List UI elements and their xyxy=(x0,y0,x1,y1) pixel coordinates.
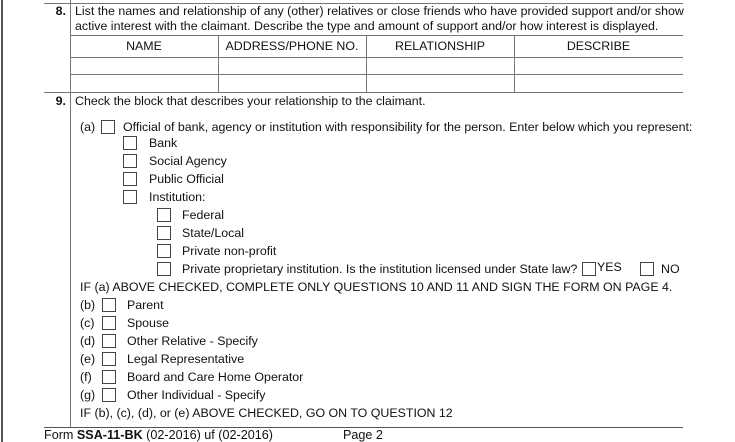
option-c-label: Spouse xyxy=(127,316,170,330)
licensed-yes-label: YES xyxy=(597,260,622,274)
option-d-checkbox[interactable] xyxy=(102,334,116,348)
table-header-name: NAME xyxy=(126,39,162,53)
table-header-describe: DESCRIBE xyxy=(566,39,631,53)
private-nonprofit-checkbox[interactable] xyxy=(157,244,171,258)
table-cell-address-row1[interactable] xyxy=(219,58,365,74)
q9-number: 9. xyxy=(55,94,66,108)
public-official-label: Public Official xyxy=(149,172,224,186)
option-g-letter: (g) xyxy=(80,388,96,402)
private-proprietary-label: Private proprietary institution. Is the institution licensed under State law? xyxy=(182,262,578,276)
option-d-letter: (d) xyxy=(80,334,96,348)
option-f-checkbox[interactable] xyxy=(102,370,116,384)
table-bottom-rule xyxy=(44,92,683,93)
institution-label: Institution: xyxy=(149,190,206,204)
option-a-letter: (a) xyxy=(80,120,96,134)
institution-checkbox[interactable] xyxy=(123,190,137,204)
option-d-label: Other Relative - Specify xyxy=(127,334,258,348)
federal-checkbox[interactable] xyxy=(157,208,171,222)
page-number: Page 2 xyxy=(343,428,383,442)
instruction-if-a: IF (a) ABOVE CHECKED, COMPLETE ONLY QUESTIONS 10 AND 11 AND SIGN THE FORM ON PAGE 4. xyxy=(80,280,673,294)
q8-number: 8. xyxy=(55,4,66,18)
option-b-letter: (b) xyxy=(80,298,96,312)
table-cell-relationship-row1[interactable] xyxy=(367,58,513,74)
q8-text-line2: active interest with the claimant. Describe the type and amount of support and/or how interest is displayed. xyxy=(75,19,659,33)
option-f-letter: (f) xyxy=(80,370,92,384)
page-left-edge xyxy=(1,0,3,442)
table-cell-address-row2[interactable] xyxy=(219,75,365,91)
option-b-checkbox[interactable] xyxy=(102,298,116,312)
option-c-checkbox[interactable] xyxy=(102,316,116,330)
table-header-address: ADDRESS/PHONE NO. xyxy=(225,39,359,53)
licensed-yes-checkbox[interactable] xyxy=(582,262,596,276)
table-cell-describe-row2[interactable] xyxy=(515,75,682,91)
licensed-no-checkbox[interactable] xyxy=(640,262,654,276)
table-cell-relationship-row2[interactable] xyxy=(367,75,513,91)
option-a-label: Official of bank, agency or institution with responsibility for the person. Enter below which you represent: xyxy=(123,120,693,134)
instruction-if-b-e: IF (b), (c), (d), or (e) ABOVE CHECKED, GO ON TO QUESTION 12 xyxy=(80,406,453,420)
form-suffix: (02-2016) uf (02-2016) xyxy=(142,428,273,442)
public-official-checkbox[interactable] xyxy=(123,172,137,186)
state-local-checkbox[interactable] xyxy=(157,226,171,240)
option-g-label: Other Individual - Specify xyxy=(127,388,266,402)
table-header-relationship: RELATIONSHIP xyxy=(395,39,485,53)
option-g-checkbox[interactable] xyxy=(102,388,116,402)
table-cell-describe-row1[interactable] xyxy=(515,58,682,74)
form-id: SSA-11-BK xyxy=(76,428,143,442)
q9-prompt: Check the block that describes your relationship to the claimant. xyxy=(75,94,426,108)
option-e-letter: (e) xyxy=(80,352,96,366)
table-cell-name-row1[interactable] xyxy=(71,58,217,74)
option-e-checkbox[interactable] xyxy=(102,352,116,366)
bank-checkbox[interactable] xyxy=(123,136,137,150)
federal-label: Federal xyxy=(182,208,225,222)
social-agency-checkbox[interactable] xyxy=(123,154,137,168)
option-e-label: Legal Representative xyxy=(127,352,245,366)
social-agency-label: Social Agency xyxy=(149,154,227,168)
bank-label: Bank xyxy=(149,136,178,150)
q8-text-line1: List the names and relationship of any (other) relatives or close friends who have provided support and/or show xyxy=(75,4,684,18)
form-prefix: Form xyxy=(44,428,77,442)
private-nonprofit-label: Private non-profit xyxy=(182,244,277,258)
table-cell-name-row2[interactable] xyxy=(71,75,217,91)
private-proprietary-checkbox[interactable] xyxy=(157,262,171,276)
form-identifier xyxy=(44,428,273,442)
licensed-no-label: NO xyxy=(661,262,680,276)
option-a-checkbox[interactable] xyxy=(101,120,115,134)
option-f-label: Board and Care Home Operator xyxy=(127,370,304,384)
option-b-label: Parent xyxy=(127,298,164,312)
state-local-label: State/Local xyxy=(182,226,244,240)
option-c-letter: (c) xyxy=(80,316,95,330)
